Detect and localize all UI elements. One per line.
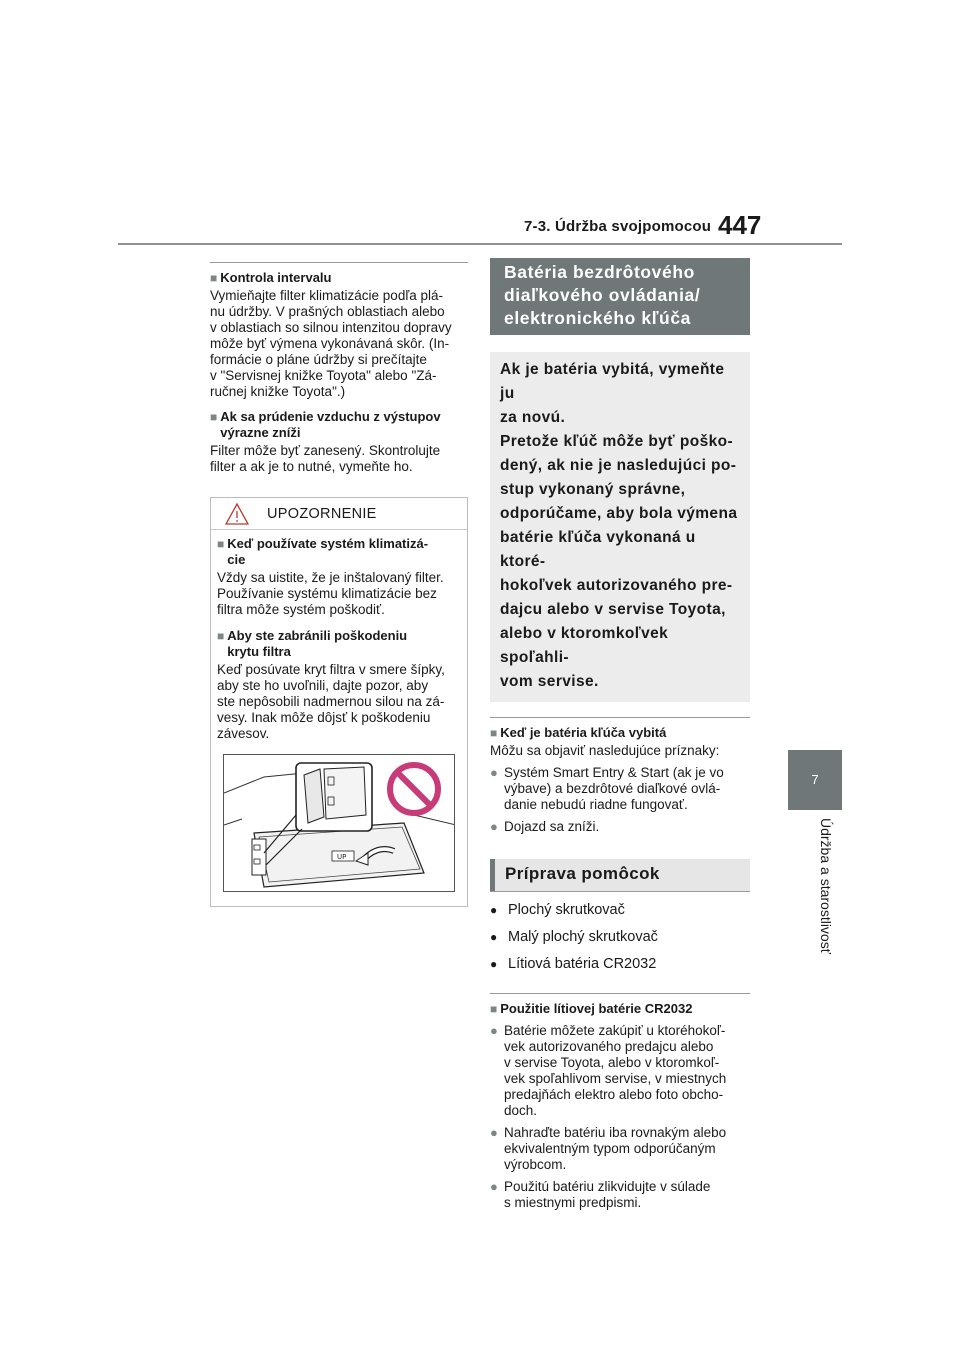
line: filter a ak je to nutné, vymeňte ho. (210, 459, 413, 474)
line: aby ste ho uvoľnili, dajte pozor, aby (217, 678, 429, 693)
line: vesy. Inak môže dôjsť k poškodeniu (217, 710, 431, 725)
chapter-tab-label-wrap (812, 818, 834, 988)
line: danie nebudú riadne fungovať. (504, 797, 688, 812)
round-bullet-icon: ● (490, 957, 498, 971)
subheading-text (227, 628, 407, 660)
round-bullet-icon: ● (490, 903, 498, 917)
line: v oblastiach so silnou intenzitou dopravy (210, 320, 452, 335)
line: Vždy sa uistite, že je inštalovaný filter. (217, 570, 444, 585)
line: Pretože kľúč môže byť poško- (500, 433, 734, 450)
line: ekvivalentným typom odporúčaným (504, 1141, 716, 1156)
paragraph-interval (210, 288, 468, 400)
line: filtra môže systém poškodiť. (217, 602, 385, 617)
line: predajňách elektro alebo foto obcho- (504, 1087, 724, 1102)
square-bullet-icon: ■ (210, 410, 218, 424)
round-bullet-icon: ● (490, 819, 498, 834)
line: v "Servisnej knižke Toyota" alebo "Zá- (210, 368, 437, 383)
line: ručnej knižke Toyota".) (210, 384, 346, 399)
chapter-tab: 7 (788, 750, 842, 810)
tool-item-text: Plochý skrutkovač (508, 902, 625, 918)
line: batérie kľúča vykonaná u ktoré- (500, 529, 696, 570)
line: diaľkového ovládania/ (504, 285, 701, 305)
line: môže byť výmena vykonávaná skôr. (In- (210, 336, 450, 351)
line: doch. (504, 1103, 538, 1118)
list-item (490, 1023, 750, 1119)
subheading-airflow (210, 409, 468, 441)
tools-divider (490, 891, 750, 892)
header-divider (118, 243, 842, 245)
list-item (490, 765, 750, 813)
line: Aby ste zabránili poškodeniu (227, 628, 408, 643)
subheading-text: Keď je batéria kľúča vybitá (500, 725, 667, 740)
square-bullet-icon: ■ (210, 271, 218, 285)
up-mark: UP (337, 853, 347, 861)
line: výbave) a bezdrôtové diaľkové ovlá- (504, 781, 721, 796)
line: formácie o pláne údržby si prečítajte (210, 352, 427, 367)
line: krytu filtra (227, 644, 291, 659)
subheading-text: Použitie lítiovej batérie CR2032 (500, 1001, 693, 1016)
subheading-interval (210, 270, 468, 286)
line: Batérie môžete zakúpiť u ktoréhokoľ- (504, 1023, 726, 1038)
filter-cover-drawing (224, 755, 455, 892)
line: nu údržby. V prašných oblastiach alebo (210, 304, 445, 319)
line: Batéria bezdrôtového (504, 262, 695, 282)
square-bullet-icon: ■ (217, 629, 225, 643)
line: cie (227, 552, 246, 567)
paragraph-airflow (210, 443, 468, 475)
section-heading-battery (490, 258, 750, 335)
line: vek spoľahlivom servise, v miestnych (504, 1071, 727, 1086)
line: stup vykonaný správne, (500, 481, 686, 498)
subheading-dead-battery (490, 725, 750, 741)
warning-body (211, 530, 467, 906)
left-column (210, 262, 468, 907)
line: Ak je batéria vybitá, vymeňte ju (500, 361, 725, 402)
warning-paragraph-2 (217, 662, 461, 742)
warning-header (211, 498, 467, 530)
warning-triangle-icon (225, 503, 249, 525)
page-number: 447 (718, 210, 762, 240)
line: hokoľvek autorizovaného pre- (500, 577, 733, 594)
warning-subheading-2 (217, 628, 461, 660)
list-item (490, 1179, 750, 1211)
line: Filter môže byť zanesený. Skontrolujte (210, 443, 441, 458)
dead-battery-intro: Môžu sa objaviť nasledujúce príznaky: (490, 743, 720, 758)
tool-item-text: Malý plochý skrutkovač (508, 929, 658, 945)
warning-paragraph-1 (217, 570, 461, 618)
line: dený, ak nie je nasledujúci po- (500, 457, 737, 474)
line: Keď používate systém klimatizá- (227, 536, 429, 551)
warning-label: UPOZORNENIE (267, 505, 377, 522)
line: vom servise. (500, 673, 599, 690)
line: s miestnymi predpismi. (504, 1195, 642, 1210)
block-divider (490, 993, 750, 994)
warning-subheading-1 (217, 536, 461, 568)
round-bullet-icon: ● (490, 765, 498, 780)
list-item-text (504, 765, 724, 813)
line: elektronického kľúča (504, 308, 692, 328)
line: dajcu alebo v servise Toyota, (500, 601, 726, 618)
line: závesov. (217, 726, 270, 741)
subheading-text: Kontrola intervalu (220, 270, 332, 285)
line: odporúčame, aby bola výmena (500, 505, 738, 522)
line: alebo v ktoromkoľvek spoľahli- (500, 625, 669, 666)
line: Nahraďte batériu iba rovnakým alebo (504, 1125, 727, 1140)
block-divider (490, 717, 750, 718)
right-column (490, 258, 750, 1211)
line: ste nepôsobili nadmernou silou na zá- (217, 694, 445, 709)
tool-item (490, 901, 750, 919)
subheading-text (220, 409, 440, 441)
line: Keď posúvate kryt filtra v smere šípky, (217, 662, 445, 677)
line: za novú. (500, 409, 566, 426)
list-item-text (504, 1125, 726, 1173)
warning-box (210, 497, 468, 907)
list-item (490, 1125, 750, 1173)
round-bullet-icon: ● (490, 930, 498, 944)
section-title: 7-3. Údržba svojpomocou (524, 218, 712, 235)
list-item-text: Dojazd sa zníži. (504, 819, 600, 834)
section-heading-tools: Príprava pomôcok (490, 859, 750, 891)
line: výrazne zníži (220, 425, 301, 440)
tool-item-text: Lítiová batéria CR2032 (508, 956, 657, 972)
square-bullet-icon: ■ (217, 537, 225, 551)
line: Vymieňajte filter klimatizácie podľa plá- (210, 288, 444, 303)
list-item-text (504, 1023, 726, 1119)
line: výrobcom. (504, 1157, 567, 1172)
round-bullet-icon: ● (490, 1179, 498, 1194)
line: Ak sa prúdenie vzduchu z výstupov (220, 409, 441, 424)
list-item (490, 819, 750, 835)
line: vek autorizovaného predajcu alebo (504, 1039, 714, 1054)
list-item-text (504, 1179, 710, 1211)
filter-cover-illustration (223, 754, 455, 892)
subheading-battery-usage (490, 1001, 750, 1017)
line: Systém Smart Entry & Start (ak je vo (504, 765, 724, 780)
tool-item (490, 955, 750, 973)
line: Používanie systému klimatizácie bez (217, 586, 437, 601)
line: Použitú batériu zlikvidujte v súlade (504, 1179, 711, 1194)
square-bullet-icon: ■ (490, 1002, 498, 1016)
tool-item (490, 928, 750, 946)
subheading-text (227, 536, 428, 568)
square-bullet-icon: ■ (490, 726, 498, 740)
round-bullet-icon: ● (490, 1125, 498, 1140)
round-bullet-icon: ● (490, 1023, 498, 1038)
chapter-tab-label: Údržba a starostlivosť (818, 818, 834, 954)
line: v servise Toyota, alebo v ktoromkoľ- (504, 1055, 720, 1070)
battery-note-box (490, 352, 750, 702)
block-divider (210, 262, 468, 263)
